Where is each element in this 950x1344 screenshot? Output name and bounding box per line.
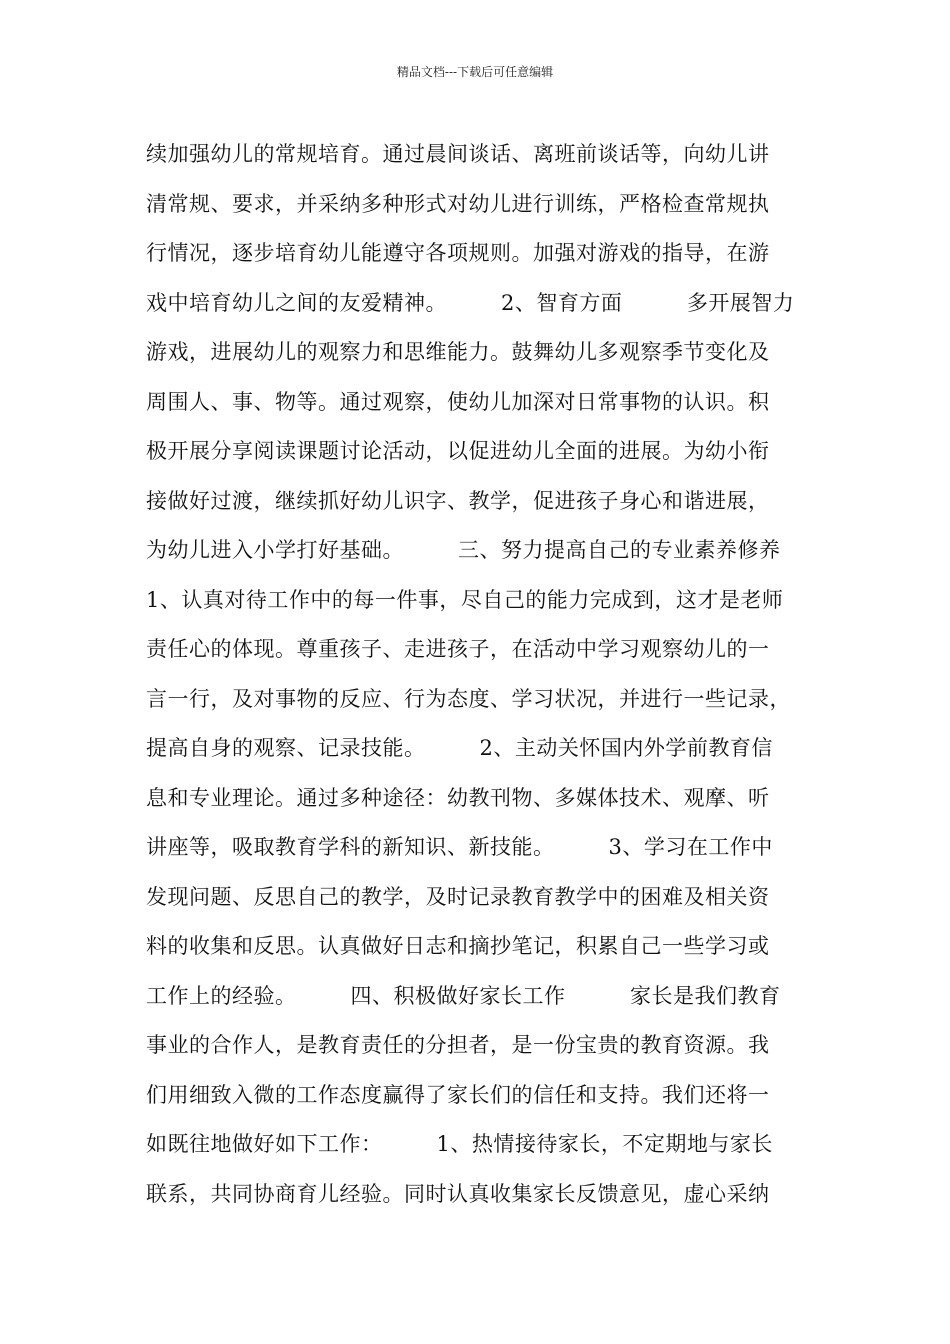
text-line: 周围人、事、物等。通过观察，使幼儿加深对日常事物的认识。积: [146, 389, 770, 414]
document-body: [146, 130, 836, 1219]
text-line: 提高自身的观察、记录技能。 2、主动关怀国内外学前教育信: [146, 736, 773, 760]
text-line: 续加强幼儿的常规培育。通过晨间谈话、离班前谈话等，向幼儿讲: [146, 142, 770, 166]
text-line: 料的收集和反思。认真做好日志和摘抄笔记，积累自己一些学习或: [146, 934, 770, 958]
text-line: 游戏，进展幼儿的观察力和思维能力。鼓舞幼儿多观察季节变化及: [146, 340, 770, 364]
text-line: 息和专业理论。通过多种途径：幼教刊物、多媒体技术、观摩、听: [146, 785, 770, 810]
text-line: 发现问题、反思自己的教学，及时记录教育教学中的困难及相关资: [146, 884, 770, 909]
text-line: 如既往地做好如下工作： 1、热情接待家长，不定期地与家长: [146, 1132, 773, 1156]
text-line: 讲座等，吸取教育学科的新知识、新技能。 3、学习在工作中: [146, 835, 773, 859]
text-line: 责任心的体现。尊重孩子、走进孩子，在活动中学习观察幼儿的一: [146, 637, 770, 661]
text-line: 行情况，逐步培育幼儿能遵守各项规则。加强对游戏的指导，在游: [146, 241, 770, 265]
text-line: 戏中培育幼儿之间的友爱精神。 2、智育方面 多开展智力: [146, 290, 795, 315]
page-header: 精品文档---下载后可任意编辑: [396, 65, 554, 79]
text-line: 工作上的经验。 四、积极做好家长工作 家长是我们教育: [146, 983, 781, 1008]
text-line: 极开展分享阅读课题讨论活动，以促进幼儿全面的进展。为幼小衔: [146, 439, 770, 463]
text-line: 为幼儿进入小学打好基础。 三、努力提高自己的专业素养修养: [146, 538, 781, 562]
text-line: 们用细致入微的工作态度赢得了家长们的信任和支持。我们还将一: [146, 1082, 770, 1107]
text-line: 联系，共同协商育儿经验。同时认真收集家长反馈意见，虚心采纳: [146, 1181, 770, 1206]
text-line: 言一行，及对事物的反应、行为态度、学习状况，并进行一些记录，: [146, 686, 791, 711]
text-line: 清常规、要求，并采纳多种形式对幼儿进行训练，严格检查常规执: [146, 191, 770, 216]
text-line: 接做好过渡，继续抓好幼儿识字、教学，促进孩子身心和谐进展，: [146, 488, 770, 513]
text-line: 事业的合作人，是教育责任的分担者，是一份宝贵的教育资源。我: [146, 1033, 770, 1057]
text-line: 1、认真对待工作中的每一件事，尽自己的能力完成到，这才是老师: [146, 587, 784, 612]
